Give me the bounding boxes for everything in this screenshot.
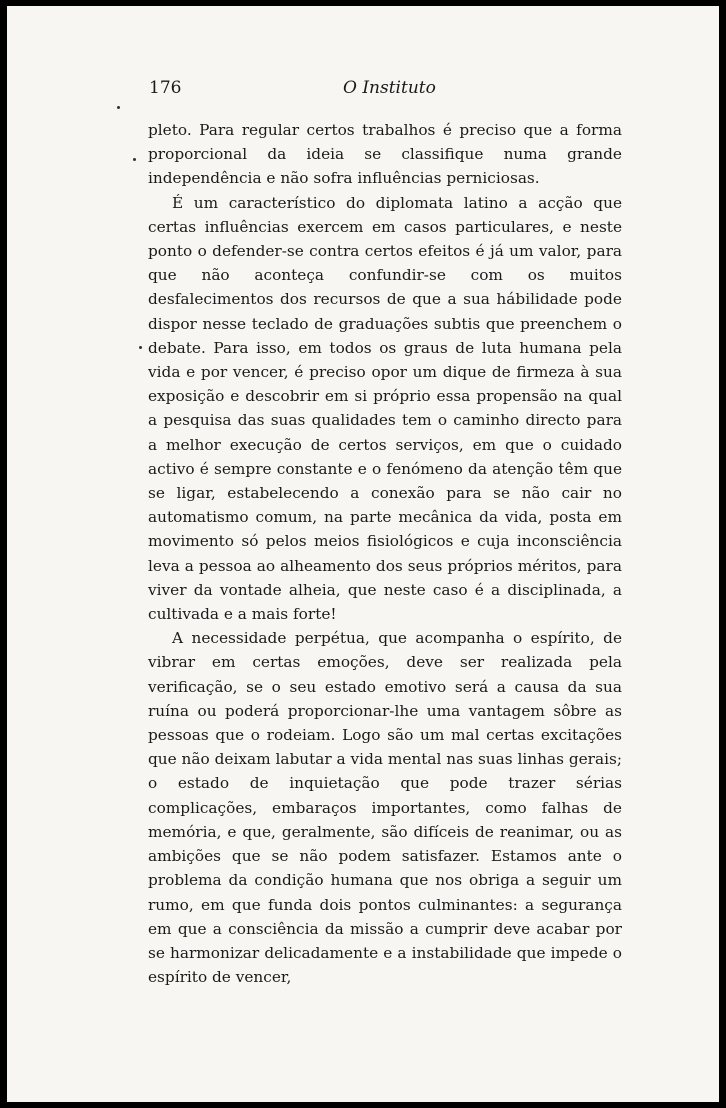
paper-speck — [133, 158, 136, 161]
paragraph-1: pleto. Para regular certos trabalhos é preciso que a forma proporcional da ideia se classifique numa grande independência e não sofra influências perniciosas. — [148, 121, 622, 188]
paper-speck — [117, 106, 120, 109]
page-header — [149, 78, 629, 102]
book-page — [7, 6, 719, 1102]
page-number: 176 — [149, 78, 182, 98]
paper-speck — [139, 346, 142, 349]
paragraph-2: É um característico do diplomata latino a acção que certas influências exercem em casos particulares, e neste ponto o defender-se contra certos efeitos é já um valor, para que não aconteça confundir-se com os muitos desfalecimentos dos recursos de que a sua hábilidade pode dispor nesse teclado de graduações subtis que preenchem o debate. Para isso, em todos os graus de luta humana pela vida e por vencer, é preciso opor um dique de firmeza à sua exposição e descobrir em si próprio essa propensão na qual a pesquisa das suas qualidades tem o caminho directo para a melhor execução de certos serviços, em que o cuidado activo é sempre constante e o fenómeno da atenção têm que se ligar, estabelecendo a conexão para se não cair no automatismo comum, na parte mecânica da vida, posta em movimento só pelos meios fisiológicos e cuja inconsciência leva a pessoa ao alheamento dos seus próprios méritos, para viver da vontade alheia, que neste caso é a disciplinada, a cultivada e a mais forte! — [148, 193, 622, 624]
running-title: O Instituto — [343, 78, 436, 98]
body-text — [148, 118, 622, 989]
paragraph-3: A necessidade perpétua, que acompanha o espírito, de vibrar em certas emoções, deve ser realizada pela verificação, se o seu estado emotivo será a causa da sua ruína ou poderá proporcionar-lhe uma vantagem sôbre as pessoas que o rodeiam. Logo são um mal certas excitações que não deixam labutar a vida mental nas suas linhas gerais; o estado de inquietação que pode trazer sérias complicações, embaraços importantes, como falhas de memória, e que, geralmente, são difíceis de reanimar, ou as ambições que se não podem satisfazer. Estamos ante o problema da condição humana que nos obriga a seguir um rumo, em que funda dois pontos culminantes: a segurança em que a consciência da missão a cumprir deve acabar por se harmonizar delicadamente e a instabilidade que impede o espírito de vencer, — [148, 629, 622, 987]
